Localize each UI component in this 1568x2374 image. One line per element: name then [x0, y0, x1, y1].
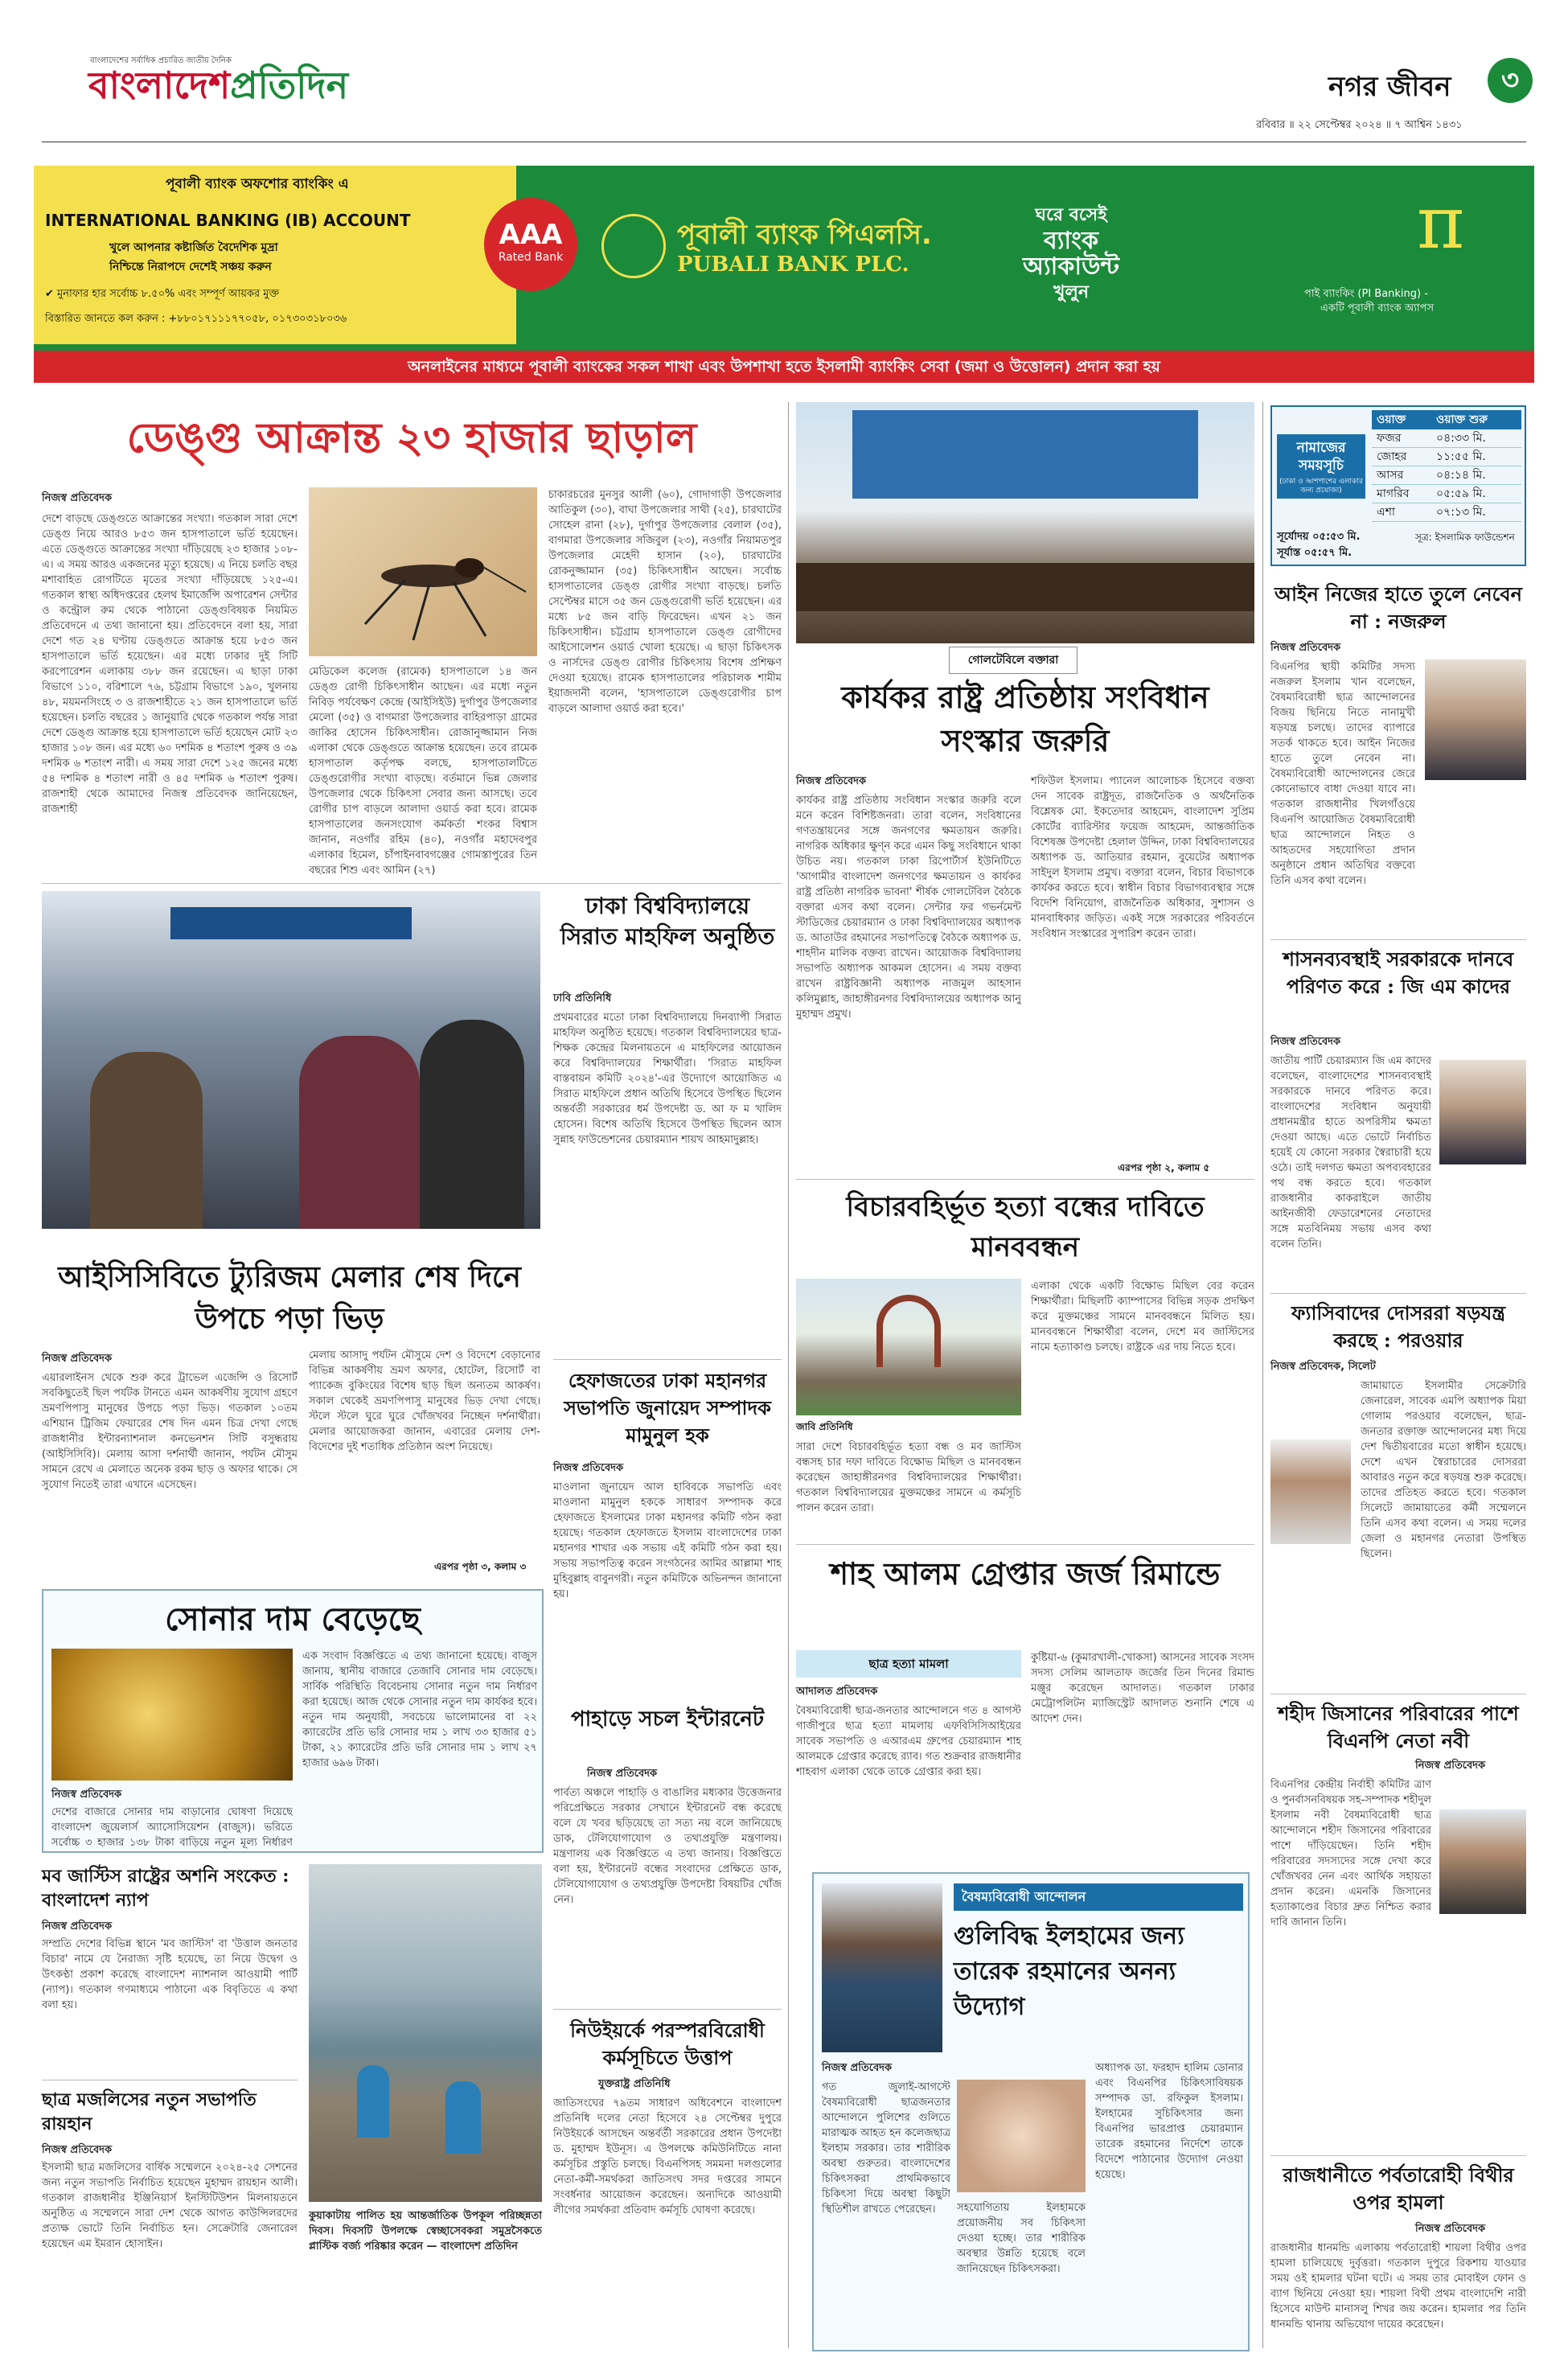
- nyc-body: জাতিসংঘের ৭৯তম সাধারণ অধিবেশনে বাংলাদেশ প্রতিনিধি দলের নেতা হিসেবে ২৪ সেপ্টেম্বর দুপুরে নিউইয়র্কে আসছেন অন্তর্বর্তী সরকারের প্রধান উপদেষ্টা ড. মুহাম্মদ ইউনূস। এ উপলক্ষে কমিউনিটিতে নানা কর্মসূচির প্রস্তুতি চলছে। বিএনপিসহ সমমনা দলগুলোর নেতা-কর্মী-সমর্থকরা জাতিসংঘ সদর দপ্তরের সামনে সংবর্ধনার আয়োজন করেছেন। অন্যদিকে আওয়ামী লীগের সমর্থকরা প্রতিবাদ কর্মসূচি ঘোষণা করেছে।: [553, 2097, 782, 2216]
- beach-volunteer-2: [445, 2081, 481, 2154]
- aaa-rating: AAA: [499, 219, 563, 251]
- shah-byline: আদালত প্রতিবেদক: [796, 1686, 878, 1698]
- beach-cleanup-photo: [309, 1864, 542, 2202]
- bank-name-bn: পূবালী ব্যাংক পিএলসি.: [677, 219, 932, 251]
- beach-volunteer-1: [357, 2065, 389, 2138]
- ilham-col-1: গত জুলাই-আগস্টে বৈষম্যবিরোধী ছাত্রজনতার আন্দোলনে পুলিশের গুলিতে মারাত্মক আহত হন কলেজছাত্র ইলহাম সরকার। তার শারীরিক অবস্থা গুরুতর। বাংলাদেশের চিকিৎসকরা প্রাথমিকভাবে চিকিৎসা দিয়ে অবস্থা কিছুটা স্থিতিশীল রাখতে পেরেছেন।: [822, 2081, 950, 2216]
- mob-byline: নিজস্ব প্রতিবেদক: [42, 1920, 113, 1932]
- r4-headline: শহীদ জিসানের পরিবারের পাশে বিএনপি নেতা নবী: [1278, 1702, 1519, 1752]
- tourism-headline: আইসিসিবিতে ট্যুরিজম মেলার শেষ দিনে উপচে পড়া ভিড়: [58, 1260, 521, 1336]
- r3-body: জামায়াতে ইসলামীর সেক্রেটারি জেনারেল, সাবেক এমপি অধ্যাপক মিয়া গোলাম পরওয়ার বলেছেন, ছাত্র-জনতার রক্তাক্ত আন্দোলনের মধ্য দিয়ে দেশ দ্বিতীয়বারের মতো স্বাধীন হয়েছে। দেশে এখন স্বৈরাচারের দোসররা আবারও নতুন করে ষড়যন্ত্র শুরু করেছে। তাদের প্রতিহত করতে হবে। গতকাল সিলেটে জামায়াতের কর্মী সম্মেলনে তিনি এসব কথা বলেন। এ সময় দলের জেলা ও মহানগর নেতারা উপস্থিত ছিলেন।: [1361, 1380, 1526, 1560]
- prayer-name: এশা: [1377, 506, 1395, 519]
- pi-logo-icon: π: [1417, 181, 1465, 265]
- mob-headline: মব জাস্টিস রাষ্ট্রের অশনি সংকেত : বাংলাদেশ ন্যাপ: [42, 1866, 289, 1911]
- r5-headline: রাজধানীতে পর্বতারোহী বিথীর ওপর হামলা: [1283, 2163, 1514, 2214]
- slogan: [1023, 203, 1119, 306]
- pubali-ad[interactable]: [34, 166, 1534, 351]
- nyc-byline: যুক্তরাষ্ট্র প্রতিনিধি: [598, 2078, 671, 2090]
- net-body: পার্বত্য অঞ্চলে পাহাড়ি ও বাঙালির মধ্যকার উত্তেজনার পরিপ্রেক্ষিতে সরকার সেখানে ইন্টারনেট বন্ধ করেছে বলে যে খবর ছড়িয়েছে তা সত্য নয় বলে জানিয়েছে ডাক, টেলিযোগাযোগ ও তথ্যপ্রযুক্তি মন্ত্রণালয়। মন্ত্রণালয় এক বিজ্ঞপ্তিতে এ তথ্য জানায়। বিজ্ঞপ্তিতে বলা হয়, ইন্টারনেট বন্ধের সংবাদের প্রেক্ষিতে ডাক, টেলিযোগাযোগ ও তথ্যপ্রযুক্তি উপদেষ্টা বিষয়টির খোঁজ নেন।: [553, 1787, 782, 1906]
- ad-banner-text: অনলাইনের মাধ্যমে পূবালী ব্যাংকের সকল শাখা এবং উপশাখা হতে ইসলামী ব্যাংকিং সেবা (জমা ও উত্তোলন) প্রদান করা হয়: [408, 358, 1160, 376]
- prayer-row: [1372, 503, 1521, 522]
- sunrise: সূর্যোদয় ০৫:৫৩ মি.: [1277, 531, 1361, 543]
- shah-tag: ছাত্র হত্যা মামলা: [796, 1650, 1021, 1678]
- ilham-tag: বৈষম্যবিরোধী আন্দোলন: [954, 1883, 1243, 1911]
- rule-r2: [1270, 939, 1526, 940]
- court-col-2: এলাকা থেকে একটি বিক্ষোভ মিছিল বের করেন শিক্ষার্থীরা। মিছিলটি ক্যাম্পাসের বিভিন্ন সড়ক প্রদক্ষিণ করে মুক্তমঞ্চের সামনে মানববন্ধনে মিলিত হয়। মানববন্ধনে শিক্ষার্থীরা বলেন, দেশে মব জাস্টিসের নামে হত্যাকাণ্ড চলছে। রাষ্ট্রকে এর দায় নিতে হবে।: [1031, 1280, 1254, 1353]
- ad-line-5: ✔ মুনাফার হার সর্বোচ্চ ৮.৫০% এবং সম্পূর্ণ আয়কর মুক্ত: [45, 288, 280, 300]
- app-line-1: পাই ব্যাংকিং (PI Banking) -: [1304, 288, 1428, 300]
- ad-line-1: পূবালী ব্যাংক অফশোর ব্যাংকিং এ: [166, 176, 349, 192]
- prayer-head-a: ওয়াক্ত: [1377, 413, 1406, 426]
- pubali-seal-icon: [601, 214, 666, 278]
- aaa-rating-sub: Rated Bank: [498, 251, 564, 264]
- ilham-byline: নিজস্ব প্রতিবেদক: [822, 2062, 893, 2074]
- parwar-portrait: [1270, 1440, 1351, 1544]
- roundtable-banner: [852, 410, 1198, 499]
- prayer-table: [1372, 410, 1521, 522]
- rule-court: [796, 1179, 1254, 1180]
- reporters-col-2: শফিউল ইসলাম। প্যানেল আলোচক হিসেবে বক্তব্য দেন সাবেক রাষ্ট্রদূত, রাজনৈতিক ও অর্থনৈতিক বিশ্লেষক মো. ইকতেদার আহমেদ, বাংলাদেশ সুপ্রিম কোর্টের ব্যারিস্টার ফয়েজ আহমেদ, আন্তর্জাতিক বিশেষজ্ঞ উপদেষ্টা হেলাল উদ্দিন, ঢাকা বিশ্ববিদ্যালয়ের অধ্যাপক ড. আতিয়ার রহমান, বুয়েটের অধ্যাপক সাইদুল ইসলাম প্রমুখ। বক্তারা বলেন, বিচার বিভাগকে কার্যকর করতে হবে। স্বাধীন বিচার বিভাগব্যবস্থার সঙ্গে বিদেশি বিনিয়োগ, রাজনৈতিক অধিকার, সুশাসন ও মানবাধিকার জড়িত। একই সঙ্গে সরকারের পরিবর্তনে সংবিধান সংস্কারের সুপারিশ করেন তারা।: [1031, 775, 1254, 940]
- prayer-name: জোহর: [1377, 450, 1407, 463]
- du-byline: ঢাবি প্রতিনিধি: [553, 992, 612, 1004]
- prayer-row: [1372, 448, 1521, 466]
- prayer-title-block: [1277, 434, 1365, 499]
- reporters-jump: এরপর পৃষ্ঠা ২, কলাম ৫: [1118, 1162, 1210, 1173]
- du-body: প্রথমবারের মতো ঢাকা বিশ্ববিদ্যালয়ে দিনব্যাপী সিরাত মাহফিল অনুষ্ঠিত হয়েছে। গতকাল বিশ্ববিদ্যালয়ের ছাত্র-শিক্ষক কেন্দ্রের মিলনায়তনে এ মাহফিলের আয়োজন করে বিশ্ববিদ্যালয়ের শিক্ষার্থীরা। 'সিরাত মাহফিল বাস্তবায়ন কমিটি ২০২৪'-এর উদ্যোগে আয়োজিত এ সিরাত মাহফিলে প্রধান অতিথি হিসেবে উপস্থিত ছিলেন অন্তর্বর্তী সরকারের ধর্ম উপদেষ্টা ড. আ ফ ম খালিদ হোসেন। বিশেষ অতিথি হিসেবে উপস্থিত ছিলেন আস সুন্নাহ ফাউন্ডেশনের চেয়ারম্যান শায়খ আহমাদুল্লাহ।: [553, 1012, 782, 1146]
- masthead-logo: [88, 63, 348, 108]
- rule-hefazat: [553, 1359, 782, 1360]
- shah-col-1: বৈষম্যবিরোধী ছাত্র-জনতার আন্দোলনে গত ৪ আগস্ট গাজীপুরে ছাত্র হত্যা মামলায় এফবিসিসিআইয়ের সাবেক সভাপতি ও এআরএম গ্রুপের চেয়ারম্যান শাহ আলমকে গ্রেপ্তার করেছে র‍্যাব। গত শুক্রবার রাজধানীর শাহবাগ এলাকা থেকে তাকে গ্রেপ্তার করা হয়।: [796, 1705, 1021, 1778]
- lead-col-1: দেশে বাড়ছে ডেঙ্গুতে আক্রান্তের সংখ্যা। গতকাল সারা দেশে ডেঙ্গু নিয়ে আরও ৮৫৩ জন হাসপাতালে ভর্তি হয়েছেন। এতে ডেঙ্গুতে আক্রান্তের সংখ্যা দাঁড়িয়েছে ২৩ হাজার ১০৮-এ। এ সময় আরও একজনের মৃত্যু হয়েছে। এ নিয়ে চলতি বছর মশাবাহিত রোগটিতে মৃতের সংখ্যা দাঁড়িয়েছে ১২৫-এ। গতকাল স্বাস্থ্য অধিদপ্তরের হেলথ ইমার্জেন্সি অপারেশন সেন্টার ও কন্ট্রোল রুম থেকে পাঠানো ডেঙ্গুবিষয়ক নিয়মিত প্রতিবেদনে এ তথ্য জানানো হয়। প্রতিবেদনে বলা হয়, সারা দেশে গত ২৪ ঘণ্টায় ডেঙ্গুতে আক্রান্ত হয়ে ৮৫৩ জন হাসপাতালে ভর্তি হয়েছেন। এর মধ্যে ঢাকার দুই সিটি করপোরেশন এলাকায় ৩৮৮ জন রয়েছেন। এ ছাড়া ঢাকা বিভাগে ১১০, বরিশালে ৭৬, চট্টগ্রাম বিভাগে ১৯০, খুলনায় ৪৮, ময়মনসিংহে ৩ ও রাজশাহীতে ২১ জন হাসপাতালে ভর্তি হয়েছেন। চলতি বছরের ১ জানুয়ারি থেকে গতকাল পর্যন্ত সারা দেশে ডেঙ্গু আক্রান্ত হয়ে হাসপাতালে ভর্তি হয়েছেন মোট ২৩ হাজার ১০৮ জন। এর মধ্যে ৬০ দশমিক ৪ শতাংশ পুরুষ ও ৩৯ দশমিক ৬ শতাংশ নারী। এ সময় সারা দেশে ১২৫ জনের মধ্যে ৫৪ দশমিক ৪ শতাংশ নারী ও ৪৫ দশমিক ৬ শতাংশ পুরুষ। রাজশাহী থেকে আমাদের নিজস্ব প্রতিবেদক জানিয়েছেন, রাজশাহী: [42, 513, 298, 815]
- section-name: নগর জীবন: [1328, 71, 1451, 103]
- tourism-jump: এরপর পৃষ্ঠা ৩, কলাম ৩: [434, 1561, 527, 1572]
- nabi-portrait: [1439, 1809, 1526, 1914]
- slogan-2: ব্যাংক: [1044, 227, 1099, 255]
- gm-quader-portrait: [1439, 1060, 1526, 1164]
- prayer-rows: [1372, 429, 1521, 522]
- ilham-col-2: অধ্যাপক ডা. ফরহাদ হালিম ডোনার এবং বিএনপির চিকিৎসাবিষয়ক সম্পাদক ডা. রফিকুল ইসলাম। ইলহামের সুচিকিৎসার জন্য বিএনপির ভারপ্রাপ্ত চেয়ারম্যান তারেক রহমানের নির্দেশে তাকে বিদেশে পাঠানোর উদ্যোগ নেওয়া হয়েছে।: [1095, 2062, 1243, 2181]
- ad-line-4: নিশ্চিন্তে নিরাপদে দেশেই সঞ্চয় করুন: [109, 261, 272, 273]
- r2-body: জাতীয় পার্টি চেয়ারম্যান জি এম কাদের বলেছেন, বাংলাদেশের শাসনব্যবস্থাই সরকারকে দানবে পরিণত করে। বাংলাদেশের সংবিধান অনুযায়ী প্রধানমন্ত্রীর হাতে অপরিসীম ক্ষমতা দেওয়া আছে। এতে ভোটে নির্বাচিত হয়েই যে কোনো সরকার স্বৈরাচারী হয়ে ওঠে। তাই দলগত ক্ষমতা অপব্যবহারের পথ বন্ধ করতে হবে। গতকাল রাজধানীর কাকরাইলে জাতীয় আইনজীবী ফেডারেশনের নেতাদের সঙ্গে মতবিনিময় সভায় এসব কথা বলেন তিনি।: [1270, 1055, 1431, 1251]
- roundtable-photo: [796, 402, 1254, 643]
- r2-byline: নিজস্ব প্রতিবেদক: [1270, 1036, 1341, 1048]
- ilham-headline: গুলিবিদ্ধ ইলহামের জন্য তারেক রহমানের অনন্য উদ্যোগ: [954, 1922, 1184, 2021]
- prayer-time: ০৪:৩৩ মি.: [1436, 432, 1486, 445]
- logo-part-a: বাংলাদেশ: [88, 64, 231, 107]
- issue-date: রবিবার ॥ ২২ সেপ্টেম্বর ২০২৪ ॥ ৭ আশ্বিন ১৪৩১: [1256, 119, 1463, 131]
- r5-byline: নিজস্ব প্রতিবেদক: [1415, 2223, 1486, 2235]
- gold-col-1: দেশের বাজারে সোনার দাম বাড়ানোর ঘোষণা দিয়েছে বাংলাদেশ জুয়েলার্স অ্যাসোসিয়েশন (বাজুস)। ভরিতে সর্বোচ্চ ৩ হাজার ১৩৮ টাকা বাড়িয়ে নতুন মূল্য নির্ধারণ: [51, 1806, 293, 1849]
- prayer-row: [1372, 485, 1521, 503]
- fair-person-1: [90, 1052, 203, 1229]
- tourism-col-2: মেলায় আসাদু পর্যটন মৌসুমে দেশ ও বিদেশে বেড়ানোর বিভিন্ন আকর্ষণীয় ভ্রমণ অফার, হোটেল, রিসোর্ট বা প্যাকেজ বুকিংয়ের বিশেষ ছাড় ছিল অন্যতম আকর্ষণ। সকাল থেকেই ভ্রমণপিপাসু মানুষের ভিড় দেখা গেছে। স্টলে স্টলে ঘুরে ঘুরে খোঁজখবর নিচ্ছেন দর্শনার্থীরা। মেলার আয়োজকরা জানান, এবারের মেলায় দেশ-বিদেশের দুই শতাধিক প্রতিষ্ঠান অংশ নিয়েছে।: [309, 1349, 540, 1453]
- nazrul-portrait: [1425, 659, 1526, 780]
- r3-byline: নিজস্ব প্রতিবেদক, সিলেট: [1270, 1361, 1376, 1373]
- fair-banner-strip: [170, 907, 412, 939]
- tourism-col-1: এয়ারলাইনস থেকে শুরু করে ট্রাভেল এজেন্সি ও রিসোর্ট সবকিছুতেই ছিল পর্যটক টানতে এমন আকর্ষণীয় সুযোগ গ্রহণে ভ্রমণপিপাসু মানুষের উপচে পড়া ভিড়। গতকাল ১০তম এশিয়ান ট্রিজিম ফেয়ারের শেষ দিন এমন চিত্র দেখা গেছে রাজধানীর ইন্টারন্যাশনাল কনভেনশন সিটি বসুন্ধরায় (আইসিসিবি)। মেলায় আসা দর্শনার্থী জানান, পর্যটন মৌসুম সামনে রেখে এ মেলাতে অনেক রকম ছাড় ও অফার থাকে। সে সুযোগ নিতেই তারা এখানে এসেছেন।: [42, 1372, 298, 1491]
- col-divider-2: [1262, 402, 1263, 2348]
- mob-body: সম্প্রতি দেশের বিভিন্ন স্থানে 'মব জাস্টিস' বা 'উত্তাল জনতার বিচার' নামে যে নৈরাজ্য সৃষ্টি হয়েছে, তা নিয়ে উদ্বেগ ও উৎকণ্ঠা প্রকাশ করেছে বাংলাদেশ ন্যাশনাল আওয়ামী পার্টি (ন্যাপ)। গতকাল গণমাধ্যমে পাঠানো এক বিবৃতিতে এ কথা বলা হয়।: [42, 1938, 298, 2011]
- rule-r3: [1270, 1293, 1526, 1294]
- rule-nyc: [553, 2009, 782, 2010]
- prayer-name: মাগরিব: [1377, 487, 1410, 500]
- ad-red-banner: [34, 351, 1534, 383]
- gold-headline: সোনার দাম বেড়েছে: [165, 1600, 421, 1638]
- beach-caption-text: কুয়াকাটায় পালিত হয় আন্তর্জাতিক উপকূল পরিচ্ছন্নতা দিবস। দিবসটি উপলক্ষে স্বেচ্ছাসেবকরা সমুদ্রসৈকতে প্লাস্টিক বর্জ্য পরিষ্কার করেন: [309, 2210, 542, 2253]
- gold-jewelry-photo: [51, 1649, 293, 1780]
- lead-col-3: চাকারচরের মুনসুর আলী (৬০), গোদাগাড়ী উপজেলার আতিকুল (৩০), বাঘা উপজেলার সাথী (২৫), চারঘাটের সোহেল রানা (২৮), দুর্গাপুর উপজেলার বেলাল (৩৫), বাগমারা উপজেলার সজিবুল (২৩), নওগাঁর নিয়ামতপুর উপজেলার মেহেদী হাসান (২০), চারঘাটের রোকনুজ্জামান (৩৫) চিকিৎসাধীন আছেন। সর্বোচ্চ হাসপাতালের ডেঙ্গু রোগীর সংখ্যা বাড়ছে। চলতি সেপ্টেম্বর মাসে ৩৫ জন ডেঙ্গুরোগী ভর্তি হয়েছেন। এর মধ্যে ৮৫ জন বাড়ি ফিরেছেন। এখন ২১ জন চিকিৎসাধীন। চট্টগ্রাম হাসপাতালে ডেঙ্গু রোগীদের আইসোলেশন ওয়ার্ড খোলা হয়েছে। এ ছাড়া চিকিৎসক ও নার্সদের ডেঙ্গু রোগীর চিকিৎসায় বিশেষ প্রশিক্ষণ দেওয়া হয়েছে। রামেক হাসপাতালের পরিচালক শামীম ইয়াজদানী বলেন, 'হাসপাতালে ডেঙ্গুরোগীর চাপ বাড়লে আলাদা ওয়ার্ড করা হবে।': [548, 489, 782, 715]
- slogan-3: অ্যাকাউন্ট: [1023, 253, 1120, 281]
- r4-body: বিএনপির কেন্দ্রীয় নির্বাহী কমিটির ত্রাণ ও পুনর্বাসনবিষয়ক সহ-সম্পাদক শহীদুল ইসলাম নবী বৈষম্যবিরোধী ছাত্র আন্দোলনে শহীদ জিসানের পরিবারের পাশে দাঁড়িয়েছেন। তিনি শহীদ পরিবারের সদস্যদের সঙ্গে দেখা করে খোঁজখবর নেন এবং আর্থিক সহায়তা প্রদান করেন। এমনকি জিসানের হত্যাকাণ্ডের বিচার দ্রুত নিশ্চিত করার দাবি জানান তিনি।: [1270, 1779, 1431, 1928]
- r3-headline: ফ্যাসিবাদের দোসররা ষড়যন্ত্র করছে : পরওয়ার: [1291, 1301, 1506, 1352]
- fair-person-3: [420, 1020, 524, 1229]
- lead-byline: নিজস্ব প্রতিবেদক: [42, 492, 113, 504]
- fair-person-2: [299, 1036, 420, 1229]
- r1-headline: আইন নিজের হাতে তুলে নেবেন না : নজরুল: [1275, 582, 1522, 633]
- roundtable-caption: গোলটেবিলে বক্তারা: [949, 647, 1077, 674]
- lead-headline: ডেঙ্গু আক্রান্ত ২৩ হাজার ছাড়াল: [126, 413, 697, 462]
- du-headline: ঢাকা বিশ্ববিদ্যালয়ে সিরাত মাহফিল অনুষ্ঠিত: [560, 893, 775, 950]
- r2-headline: শাসনব্যবস্থাই সরকারকে দানবে পরিণত করে : জি এম কাদের: [1283, 947, 1514, 998]
- nyc-headline: নিউইয়র্কে পরস্পরবিরোধী কর্মসূচিতে উত্তাপ: [570, 2019, 765, 2069]
- aaa-badge: [484, 198, 577, 291]
- masthead-tagline: বাংলাদেশের সর্বাধিক প্রচারিত জাতীয় দৈনিক: [90, 56, 232, 65]
- reporters-col-1: কার্যকর রাষ্ট্র প্রতিষ্ঠায় সংবিধান সংস্কার জরুরি বলে মনে করেন বিশিষ্টজনরা। তারা বলেন, সংবিধানের গণতন্ত্রায়নের সঙ্গে জনগণের ক্ষমতায়ন জরুরি। নাগরিক অধিকার ক্ষুণ্ন করে এমন কিছু সংবিধানে থাকা উচিত নয়। গতকাল ঢাকা রিপোর্টার্স ইউনিটিতে 'আগামীর বাংলাদেশ জনগণের ক্ষমতায়ন ও কার্যকর রাষ্ট্র প্রতিষ্ঠা নাগরিক ভাবনা' শীর্ষক গোলটেবিল বৈঠকে বক্তারা এসব কথা বলেন। সেন্টার ফর গভর্নমেন্ট স্টাডিজের চেয়ারম্যান ও ঢাকা বিশ্ববিদ্যালয়ের অধ্যাপক ড. আতাউর রহমানের সভাপতিত্বে বৈঠকে অধ্যাপক ড. শাহদীন মালিক বক্তব্য রাখেন। আয়োজক বিশ্ববিদ্যালয় সভাপতি অধ্যাপক আকমল হোসেন। এ সময় বক্তব্য রাখেন রাষ্ট্রবিজ্ঞানী অধ্যাপক নাজমুল আহসান কলিমুল্লাহ, জাহাঙ্গীরনগর বিশ্ববিদ্যালয়ের অধ্যাপক আনু মুহাম্মদ প্রমুখ।: [796, 795, 1021, 1021]
- prayer-row: [1372, 429, 1521, 448]
- ilham-portrait: [822, 1883, 942, 2052]
- r1-body: বিএনপির স্থায়ী কমিটির সদস্য নজরুল ইসলাম খান বলেছেন, বৈষম্যবিরোধী ছাত্র আন্দোলনের বিজয় ছিনিয়ে নিতে নানামুখী ষড়যন্ত্র চলছে। তাদের ব্যাপারে সতর্ক থাকতে হবে। আইন নিজের হাতে তুলে নেবেন না। বৈষম্যবিরোধী আন্দোলনের জেরে কোনোভাবে বাধা দেওয়া যাবে না। গতকাল রাজধানীর খিলগাঁওয়ে বিএনপি আয়োজিত বৈষম্যবিরোধী ছাত্র আন্দোলনে নিহত ও আহতদের সহযোগিতা প্রদান অনুষ্ঠানে প্রধান অতিথির বক্তব্যে তিনি এসব কথা বলেন।: [1270, 661, 1415, 887]
- lead-col-2: মেডিকেল কলেজ (রামেক) হাসপাতালে ১৪ জন ডেঙ্গু রোগী চিকিৎসাধীন আছেন। এর মধ্যে নতুন নিবিড় পর্যবেক্ষণ কেন্দ্রে (আইসিইউ) দুর্গাপুর উপজেলার মেলো (৩৫) ও বাগমারা উপজেলার বাহিরপাড়া গ্রামের জাকির হোসেন চিকিৎসাধীন। রোজানুজ্জামান নিজ এলাকা থেকে ডেঙ্গুতে আক্রান্ত হয়েছেন। তবে রামেক হাসপাতাল কর্তৃপক্ষ বলছে, হাসপাতালটিতে ডেঙ্গুরোগীর সংখ্যা বাড়ছে। বর্তমানে ভিন্ন জেলার উপজেলার থেকে চিকিৎসা সেবার জন্য আসছে। তবে রোগীর চাপ বাড়লে আলাদা ওয়ার্ড করা হবে। রামেক হাসপাতালের জনসংযোগ কর্মকর্তা শংকর বিশ্বাস জানান, নওগাঁর রহিম (৪০), নওগাঁর মহাদেবপুর এলাকার হিমেল, চাঁপাইনবাবগঞ্জের গোমস্তাপুরের তিন বছরের শিশু এবং আমিন (২৭): [309, 666, 537, 877]
- prayer-name: আসর: [1377, 469, 1404, 482]
- rule-shah: [796, 1544, 1254, 1545]
- slogan-1: ঘরে বসেই: [1035, 205, 1107, 225]
- masthead: [42, 47, 1526, 135]
- hefazat-body: মাওলানা জুনায়েদ আল হাবিবকে সভাপতি এবং মাওলানা মামুনুল হককে সাধারণ সম্পাদক করে হেফাজতে ইসলামের ঢাকা মহানগর কমিটি গঠন করা হয়েছে। গতকাল হেফাজতে ইসলাম বাংলাদেশের ঢাকা মহানগর শাখার এক সভায় এই কমিটি গঠন করা হয়। সভায় সভাপতিত্ব করেন সংগঠনের আমির আল্লামা শাহ মুহিবুল্লাহ বাবুনগরী। নতুন কমিটিকে অভিনন্দন জানানো হয়।: [553, 1481, 782, 1600]
- court-headline: বিচারবহির্ভূত হত্যা বন্ধের দাবিতে মানববন্ধন: [846, 1191, 1205, 1263]
- slogan-4: খুলুন: [1053, 282, 1090, 302]
- page-number: ৩: [1488, 58, 1533, 103]
- beach-credit: — বাংলাদেশ প্রতিদিন: [426, 2241, 518, 2253]
- beach-caption: [309, 2208, 542, 2305]
- bank-name-en: PUBALI BANK PLC.: [677, 253, 909, 277]
- mosquito-icon: [309, 487, 537, 656]
- sunset: সূর্যাস্ত ০৫:৫৭ মি.: [1277, 547, 1353, 559]
- r4-byline: নিজস্ব প্রতিবেদক: [1415, 1760, 1486, 1772]
- ad-line-3: খুলে আপনার কষ্টার্জিত বৈদেশিক মুদ্রা: [109, 241, 278, 254]
- shah-headline: শাহ আলম গ্রেপ্তার জর্জ রিমান্ডে: [830, 1555, 1221, 1592]
- prayer-name: ফজর: [1377, 432, 1402, 445]
- chhatra-byline: নিজস্ব প্রতিবেদক: [42, 2144, 113, 2156]
- ad-yellow-panel: [34, 166, 516, 344]
- tourism-byline: নিজস্ব প্রতিবেদক: [42, 1353, 113, 1365]
- prayer-row: [1372, 466, 1521, 485]
- hefazat-headline: হেফাজতের ঢাকা মহানগর সভাপতি জুনায়েদ সম্পাদক মামুনুল হক: [564, 1369, 771, 1447]
- mosquito-photo: [309, 487, 537, 656]
- reporters-headline: কার্যকর রাষ্ট্র প্রতিষ্ঠায় সংবিধান সংস্কার জরুরি: [841, 679, 1209, 758]
- net-byline: নিজস্ব প্রতিবেদক: [587, 1768, 658, 1780]
- court-photo-credit: জাবি প্রতিনিধি: [796, 1421, 853, 1432]
- gold-byline: নিজস্ব প্রতিবেদক: [51, 1789, 122, 1801]
- prayer-table-header: [1372, 410, 1521, 429]
- app-line-2: একটি পূবালী ব্যাংক অ্যাপস: [1320, 302, 1435, 314]
- roundtable-table: [796, 563, 1254, 611]
- reporters-byline: নিজস্ব প্রতিবেদক: [796, 775, 867, 787]
- prayer-subtitle: (ঢাকা ও আশপাশের এলাকার জন্য প্রযোজ্য): [1279, 478, 1363, 495]
- net-headline: পাহাড়ে সচল ইন্টারনেট: [570, 1707, 765, 1731]
- court-col-1: সারা দেশে বিচারবহির্ভূত হত্যা বন্ধ ও মব জাস্টিস বন্ধসহ চার দফা দাবিতে বিক্ষোভ মিছিল ও মানববন্ধন করেছেন জাহাঙ্গীরনগর বিশ্ববিদ্যালয়ের শিক্ষার্থীরা। গতকাল বিশ্ববিদ্যালয়ের মুক্তমঞ্চের সামনে এ কর্মসূচি পালন করেন তারা।: [796, 1441, 1021, 1514]
- r5-body: রাজধানীর ধানমন্ডি এলাকায় পর্বতারোহী শায়লা বিথীর ওপর হামলা চালিয়েছে দুর্বৃত্তরা। গতকাল দুপুরে রিকশায় যাওয়ার সময় ওই হামলার ঘটনা ঘটে। এ সময় তার মোবাইল ফোন ও ব্যাগ ছিনিয়ে নেওয়া হয়। শায়লা বিথী প্রথম বাংলাদেশি নারী হিসেবে মাউন্ট মানাসলু শিখর জয় করেন। হামলার পর তিনি ধানমন্ডি থানায় অভিযোগ দায়ের করেছেন।: [1270, 2242, 1526, 2331]
- prayer-time: ০৭:১৩ মি.: [1436, 506, 1486, 519]
- prayer-time: ১১:৫৫ মি.: [1436, 450, 1486, 463]
- chhatra-body: ইসলামী ছাত্র মজলিসের বার্ষিক সম্মেলনে ২০২৪-২৫ সেশনের জন্য নতুন সভাপতি নির্বাচিত হয়েছেন মুহাম্মদ রায়হান আলী। গতকাল রাজধানীর ইঞ্জিনিয়ার্স ইনস্টিটিউশন মিলনায়তনে অনুষ্ঠিত এ সম্মেলনে সারা দেশ থেকে আগত কাউন্সিলরদের প্রত্যক্ষ ভোটে তিনি নির্বাচিত হন। সেক্রেটারি জেনারেল হয়েছেন এম ইমরান হোসাইন।: [42, 2162, 298, 2250]
- gold-col-2: এক সংবাদ বিজ্ঞপ্তিতে এ তথ্য জানানো হয়েছে। বাজুস জানায়, স্থানীয় বাজারে তেজাবি সোনার দাম বেড়েছে। সার্বিক পরিস্থিতি বিবেচনায় সোনার নতুন দাম নির্ধারণ করা হয়েছে। আজ থেকে সোনার নতুন দাম কার্যকর হবে। নতুন দাম অনুযায়ী, সবচেয়ে ভালোমানের বা ২২ ক্যারেটের প্রতি ভরি সোনার দাম ১ লাখ ৩৩ হাজার ৫১ টাকা, ২১ ক্যারেটের প্রতি ভরি সোনার দাম ১ লাখ ২৭ হাজার ৬৯৬ টাকা।: [302, 1650, 537, 1769]
- rule-r5: [1270, 2155, 1526, 2156]
- ilham-col-3: সহযোগিতায় ইলহামকে প্রয়োজনীয় সব চিকিৎসা দেওয়া হচ্ছে। তার শারীরিক অবস্থার উন্নতি হয়েছে বলে জানিয়েছেন চিকিৎসকরা।: [957, 2202, 1086, 2275]
- ad-line-6: বিস্তারিত জানতে কল করুন : +৮৮০১৭১১১৭৭০৫৮, ০১৭৩০৩১৮০৩৬: [45, 313, 347, 325]
- shah-col-2: কুষ্টিয়া-৬ (কুমারখালী-খোকসা) আসনের সাবেক সংসদ সদস্য সেলিম আলতাফ জর্জের তিন দিনের রিমান্ড মঞ্জুর করেছেন আদালত। গতকাল ঢাকার মেট্রোপলিটন ম্যাজিস্ট্রেট আদালত শুনানি শেষে এ আদেশ দেন।: [1031, 1652, 1254, 1725]
- prayer-source: সূত্র: ইসলামিক ফাউন্ডেশন: [1415, 532, 1515, 543]
- col-divider-1: [788, 402, 789, 2348]
- tourism-fair-photo: [42, 891, 540, 1229]
- chhatra-headline: ছাত্র মজলিসের নতুন সভাপতি রায়হান: [42, 2089, 257, 2134]
- ilham-wound-photo: [957, 2080, 1086, 2192]
- r1-byline: নিজস্ব প্রতিবেদক: [1270, 642, 1341, 654]
- memorial-arch: [876, 1295, 941, 1367]
- prayer-title: নামাজের সময়সূচি: [1296, 440, 1346, 474]
- rule-after-lead: [42, 883, 782, 884]
- human-chain-photo: [796, 1279, 1021, 1415]
- ad-line-2: INTERNATIONAL BANKING (IB) ACCOUNT: [45, 211, 411, 230]
- logo-part-b: প্রতিদিন: [230, 64, 349, 107]
- hefazat-byline: নিজস্ব প্রতিবেদক: [553, 1462, 624, 1474]
- prayer-time: ০৪:১৪ মি.: [1436, 469, 1486, 482]
- prayer-time: ০৫:৫৯ মি.: [1436, 487, 1486, 500]
- prayer-head-b: ওয়াক্ত শুরু: [1436, 413, 1488, 426]
